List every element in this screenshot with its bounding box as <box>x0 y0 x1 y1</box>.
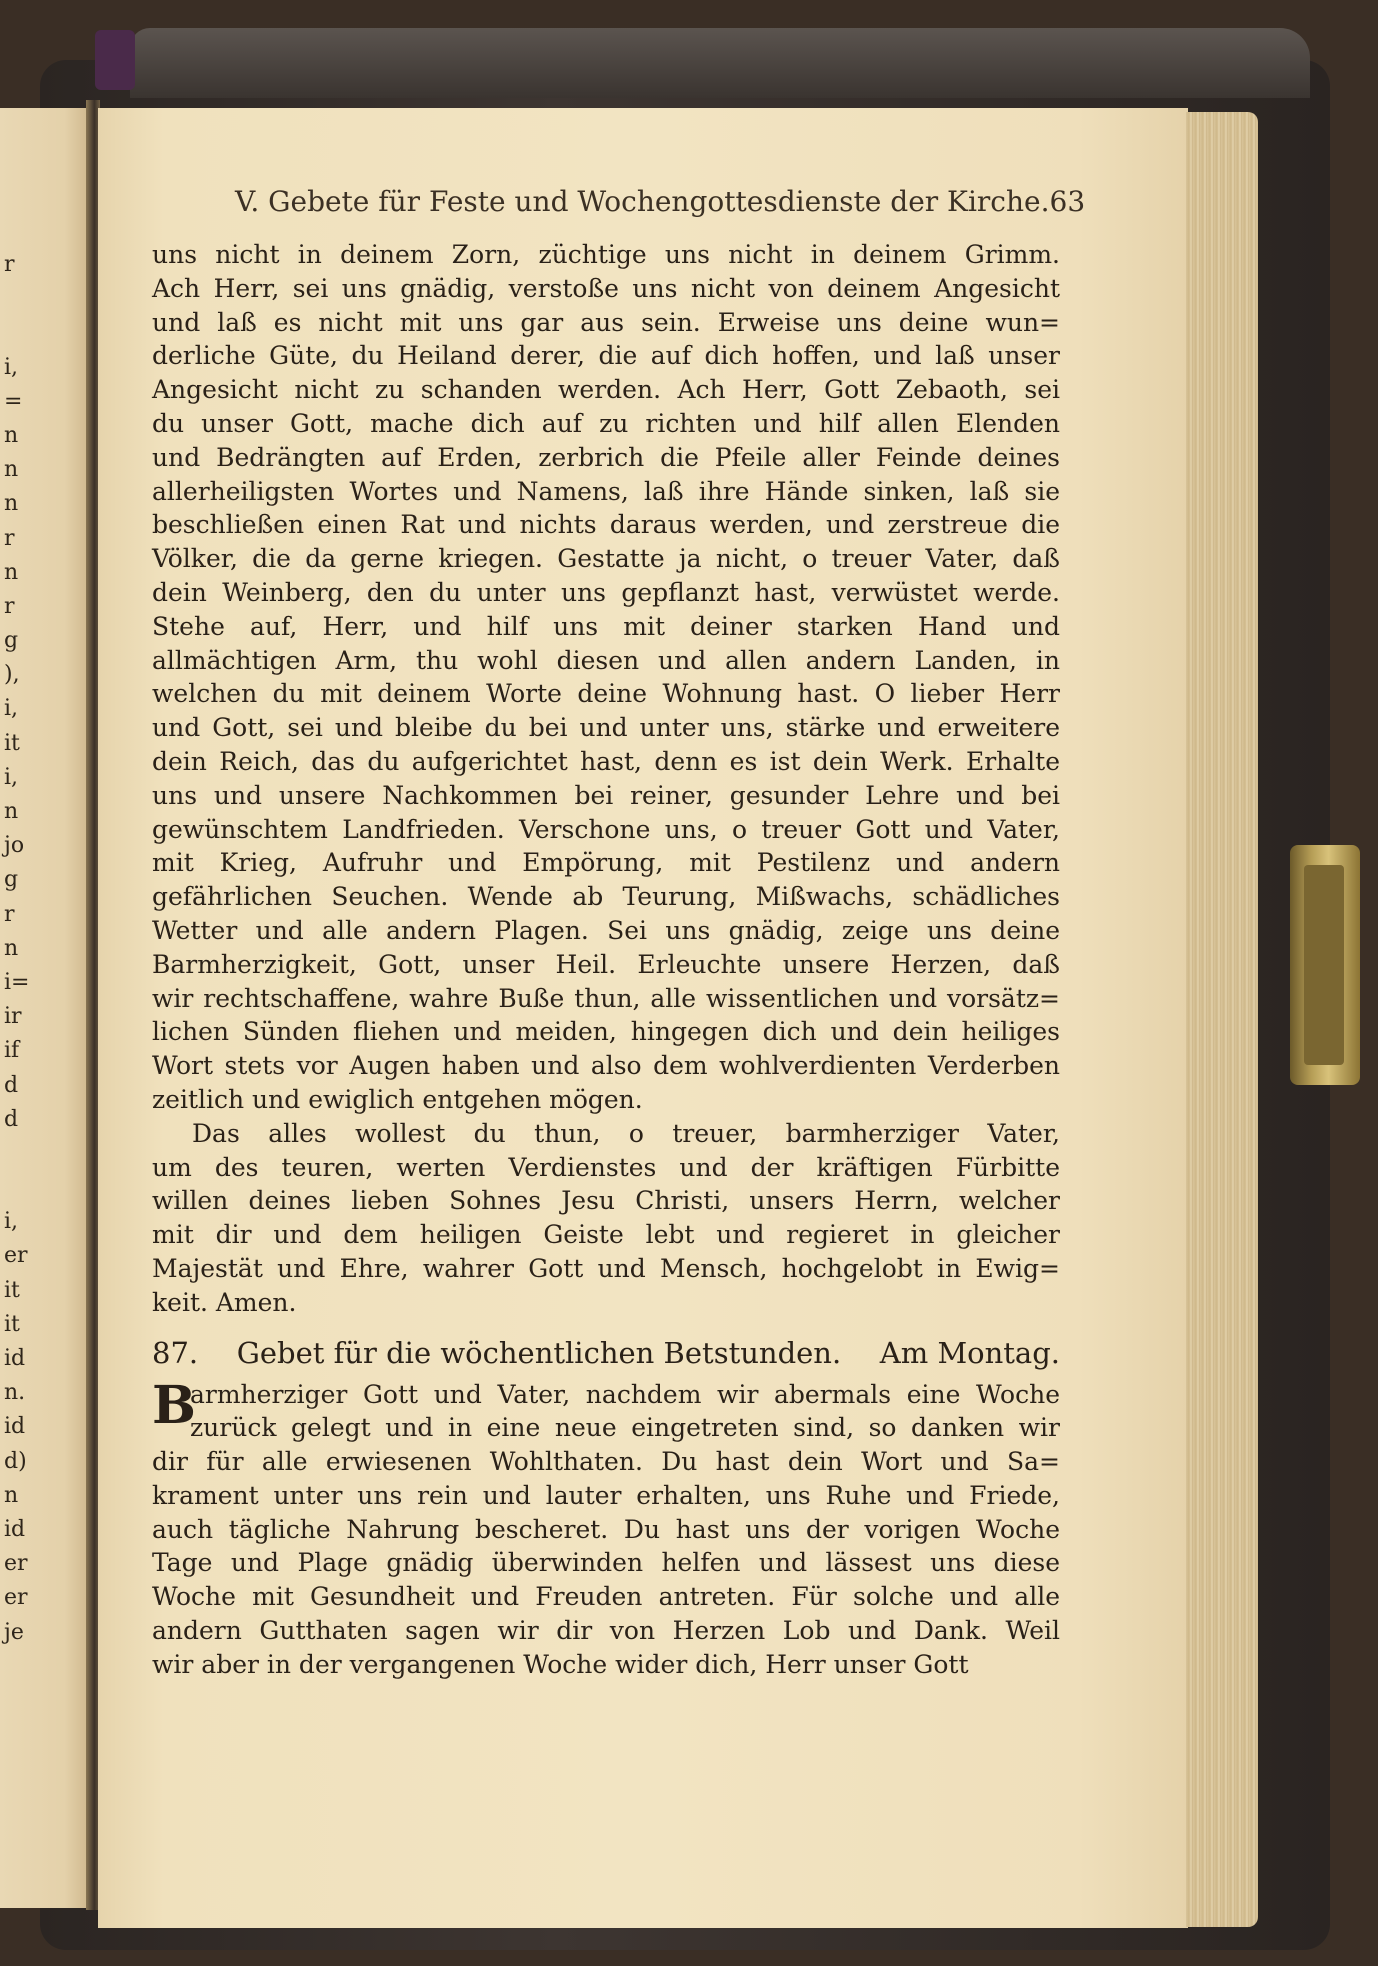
left-page-fragment: r <box>4 593 15 619</box>
left-page-fragment: = <box>4 388 23 414</box>
text-line: welchen du mit deinem Worte deine Wohnung hast. O lieber Herr <box>152 679 1060 709</box>
text-line: um des teuren, werten Verdienstes und der kräftigen Fürbitte <box>152 1152 1060 1182</box>
left-page-fragment: i, <box>4 354 19 380</box>
text-line: mit Krieg, Aufruhr und Empörung, mit Pestilenz und andern <box>152 848 1060 878</box>
left-page-fragment: it <box>4 1311 20 1337</box>
left-page-fragment <box>4 282 28 316</box>
text-line: und Bedrängten auf Erden, zerbrich die Pfeile aller Feinde deines <box>152 442 1060 472</box>
text-line: Ach Herr, sei uns gnädig, verstoße uns nicht von deinem Angesicht <box>152 273 1060 303</box>
left-page-fragment: id <box>4 1414 26 1440</box>
text-line: zeitlich und ewiglich entgehen mögen. <box>152 1084 643 1114</box>
left-page-fragment: d <box>4 1106 19 1132</box>
text-line: armherziger Gott und Vater, nachdem wir abermals eine Woche <box>190 1379 1060 1409</box>
left-page-fragment: d <box>4 1072 19 1098</box>
section-87-heading <box>152 1328 1060 1378</box>
clasp-plate <box>1304 865 1344 1065</box>
text-line: uns nicht in deinem Zorn, züchtige uns nicht in deinem Grimm. <box>152 240 1060 269</box>
left-page-fragment: it <box>4 730 20 756</box>
left-page-fragment: r <box>4 252 15 277</box>
left-page-fragment: r <box>4 525 15 551</box>
left-page-fragment: it <box>4 1277 20 1303</box>
text-line: und laß es nicht mit uns gar aus sein. Erweise uns deine wun= <box>152 307 1060 337</box>
prayer-87-lines <box>152 1374 1060 1682</box>
prayer-86-continuation <box>152 238 1060 1117</box>
text-line: Majestät und Ehre, wahrer Gott und Mensch, hochgelobt in Ewig= <box>152 1253 1060 1283</box>
prayer-87 <box>152 1374 1060 1682</box>
page-number: 63 <box>1049 185 1086 218</box>
left-page-fragment: je <box>4 1619 24 1645</box>
left-page-fragment <box>4 1137 28 1171</box>
text-line: wir rechtschaffene, wahre Buße thun, alle wissentlichen und vorsätz= <box>152 983 1060 1013</box>
section-title: Gebet für die wöchentlichen Betstunden. <box>236 1335 842 1370</box>
left-page-fragments <box>4 248 28 1650</box>
left-page-fragment: ), <box>4 662 20 688</box>
text-line: gewünschtem Landfrieden. Verschone uns, o treuer Gott und Vater, <box>152 814 1060 844</box>
left-page-fragment: id <box>4 1516 26 1542</box>
text-line: Woche mit Gesundheit und Freuden antreten. Für solche und alle <box>152 1582 1060 1612</box>
page-text <box>152 238 1060 1682</box>
text-line: lichen Sünden fliehen und meiden, hingegen dich und dein heiliges <box>152 1017 1060 1047</box>
text-line: beschließen einen Rat und nichts daraus werden, und zerstreue die <box>152 510 1060 540</box>
left-page-fragment: n <box>4 491 19 517</box>
text-line: andern Gutthaten sagen wir dir von Herzen Lob und Dank. Weil <box>152 1616 1060 1646</box>
bookmark-ribbon <box>95 30 135 90</box>
text-line: dein Weinberg, den du unter uns gepflanzt hast, verwüstet werde. <box>152 577 1060 607</box>
prayer-86-closing <box>152 1117 1060 1320</box>
section-number: 87. <box>152 1335 199 1370</box>
left-page-fragment: i, <box>4 1209 19 1235</box>
drop-cap: B <box>152 1374 196 1436</box>
text-line: allerheiligsten Wortes und Namens, laß ihre Hände sinken, laß sie <box>152 476 1060 506</box>
left-page-fragment: er <box>4 1243 28 1269</box>
left-page-fragment: er <box>4 1551 28 1577</box>
text-line: Barmherzigkeit, Gott, unser Heil. Erleuchte unsere Herzen, daß <box>152 949 1060 979</box>
text-line: krament unter uns rein und lauter erhalten, uns Ruhe und Friede, <box>152 1480 1060 1510</box>
left-page-fragment: id <box>4 1346 26 1371</box>
text-line: dein Reich, das du aufgerichtet hast, denn es ist dein Werk. Erhalte <box>152 746 1060 776</box>
text-line: wir aber in der vergangenen Woche wider dich, Herr unser Gott <box>152 1649 969 1679</box>
left-page-fragment: n <box>4 559 19 585</box>
text-line: Das alles wollest du thun, o treuer, barmherziger Vater, <box>192 1118 1060 1148</box>
text-line: Wetter und alle andern Plagen. Sei uns gnädig, zeige uns deine <box>152 915 1060 945</box>
left-page-fragment <box>4 316 28 350</box>
text-line: du unser Gott, mache dich auf zu richten und hilf allen Elenden <box>152 408 1060 438</box>
left-page-fragment: jo <box>4 833 25 859</box>
text-line: Wort stets vor Augen haben und also dem wohlverdienten Verderben <box>152 1051 1060 1081</box>
text-line: gefährlichen Seuchen. Wende ab Teurung, Mißwachs, schädliches <box>152 882 1060 912</box>
left-page-fragment: g <box>4 867 19 893</box>
left-page-fragment: n <box>4 422 19 448</box>
text-line: uns und unsere Nachkommen bei reiner, gesunder Lehre und bei <box>152 780 1060 810</box>
text-line: keit. Amen. <box>152 1287 297 1317</box>
text-line: Angesicht nicht zu schanden werden. Ach Herr, Gott Zebaoth, sei <box>152 375 1060 405</box>
left-page-fragment: g <box>4 628 19 654</box>
left-page-fragment: r <box>4 901 15 927</box>
book-cover-top-edge <box>130 28 1310 98</box>
left-page-fragment: n <box>4 457 19 483</box>
text-line: willen deines lieben Sohnes Jesu Christi, unsers Herrn, welcher <box>152 1186 1060 1216</box>
page-edges <box>1186 112 1258 1927</box>
running-title: V. Gebete für Feste und Wochengottesdienste der Kirche. <box>235 185 1050 218</box>
running-header <box>235 185 1086 218</box>
left-page-fragment: n. <box>4 1380 26 1406</box>
text-line: Tage und Plage gnädig überwinden helfen und lässest uns diese <box>152 1548 1060 1578</box>
left-page-fragment: d) <box>4 1448 27 1474</box>
text-line: zurück gelegt und in eine neue eingetreten sind, so danken wir <box>190 1413 1060 1443</box>
left-page-fragment: n <box>4 1482 19 1508</box>
left-page-fragment: er <box>4 1585 28 1611</box>
left-page-fragment <box>4 1171 28 1205</box>
left-page-fragment: n <box>4 799 19 824</box>
text-line: auch tägliche Nahrung bescheret. Du hast uns der vorigen Woche <box>152 1514 1060 1544</box>
text-line: allmächtigen Arm, thu wohl diesen und allen andern Landen, in <box>152 645 1060 675</box>
left-page-fragment: i, <box>4 696 19 722</box>
brass-clasp <box>1290 845 1360 1085</box>
section-day: Am Montag. <box>879 1335 1060 1370</box>
left-page-fragment: i= <box>4 969 30 995</box>
text-line: dir für alle erwiesenen Wohlthaten. Du hast dein Wort und Sa= <box>152 1447 1060 1477</box>
left-page-fragment: if <box>4 1038 20 1064</box>
left-page-fragment: i, <box>4 764 19 790</box>
left-page-fragment: n <box>4 935 19 961</box>
text-line: derliche Güte, du Heiland derer, die auf dich hoffen, und laß unser <box>152 341 1060 371</box>
text-line: Völker, die da gerne kriegen. Gestatte ja nicht, o treuer Vater, daß <box>152 544 1060 574</box>
left-page-fragment: ir <box>4 1004 22 1030</box>
text-line: mit dir und dem heiligen Geiste lebt und regieret in gleicher <box>152 1220 1060 1250</box>
text-line: Stehe auf, Herr, und hilf uns mit deiner starken Hand und <box>152 611 1060 641</box>
text-line: und Gott, sei und bleibe du bei und unter uns, stärke und erweitere <box>152 713 1060 743</box>
